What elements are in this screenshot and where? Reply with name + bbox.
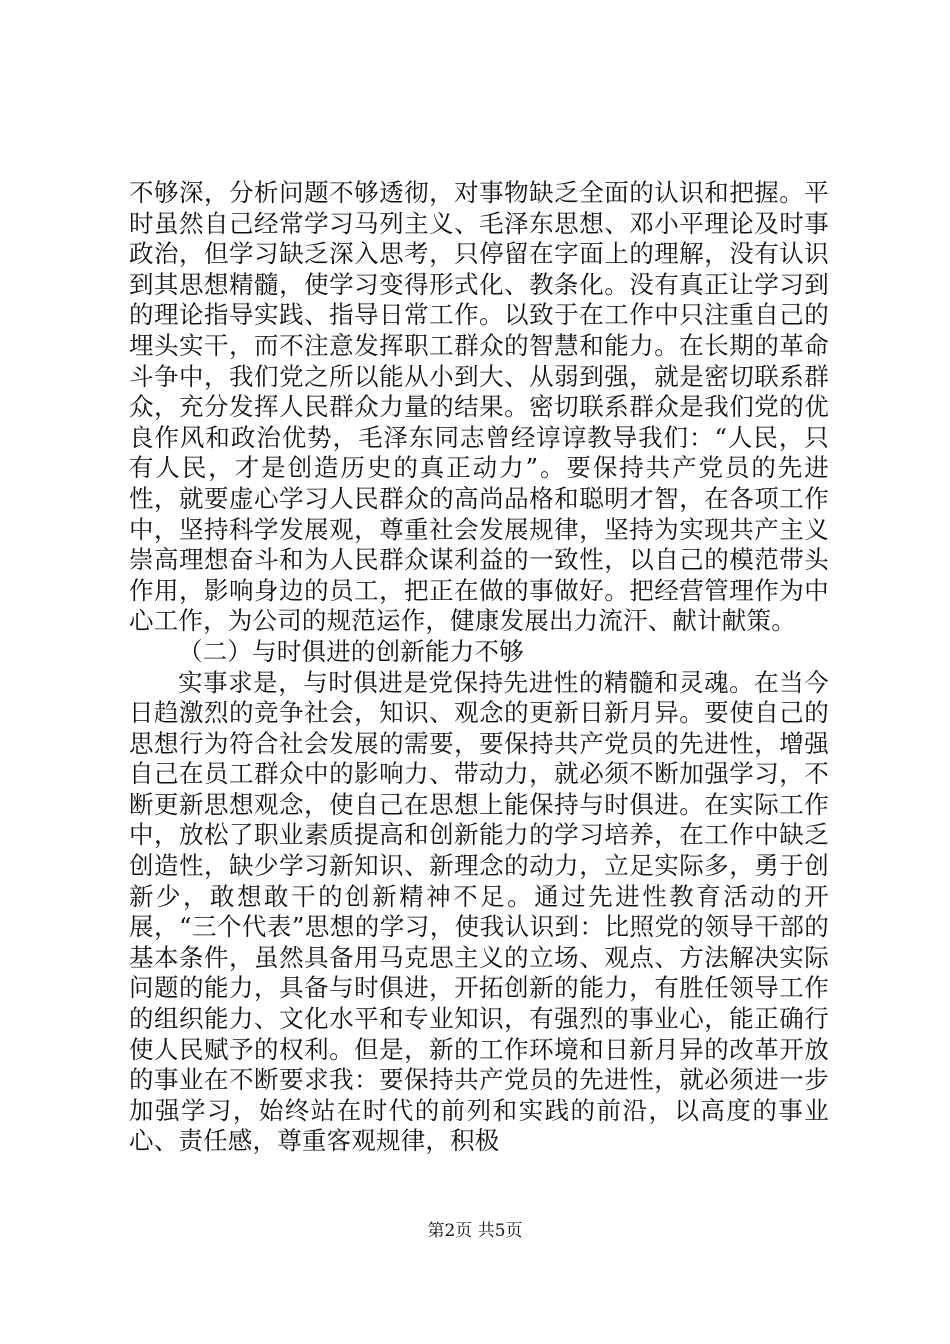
page-footer: 第2页 共5页 <box>427 1221 523 1241</box>
section-heading: （二）与时俱进的创新能力不够 <box>178 636 524 666</box>
document-body <box>129 178 829 1157</box>
body-paragraph-1: 不够深，分析问题不够透彻，对事物缺乏全面的认识和把握。平时虽然自己经常学习马列主义、毛泽东思想、邓小平理论及时事政治，但学习缺乏深入思考，只停留在字面上的理解，没有认识到其思想精髓，使学习变得形式化、教条化。没有真正让学习到的理论指导实践、指导日常工作。以致于在工作中只注重自己的埋头实干，而不注意发挥职工群众的智慧和能力。在长期的革命斗争中，我们党之所以能从小到大、从弱到强，就是密切联系群众，充分发挥人民群众力量的结果。密切联系群众是我们党的优良作风和政治优势，毛泽东同志曾经谆谆教导我们：“人民，只有人民，才是创造历史的真正动力”。要保持共产党员的先进性，就要虚心学习人民群众的高尚品格和聪明才智，在各项工作中，坚持科学发展观，尊重社会发展规律，坚持为实现共产主义崇高理想奋斗和为人民群众谋利益的一致性，以自己的模范带头作用，影响身边的员工，把正在做的事做好。把经营管理作为中心工作，为公司的规范运作，健康发展出力流汗、献计献策。 <box>129 178 829 636</box>
body-paragraph-2: 实事求是，与时俱进是党保持先进性的精髓和灵魂。在当今日趋激烈的竞争社会，知识、观念的更新日新月异。要使自己的思想行为符合社会发展的需要，要保持共产党员的先进性，增强自己在员工群众中的影响力、带动力，就必须不断加强学习，不断更新思想观念，使自己在思想上能保持与时俱进。在实际工作中，放松了职业素质提高和创新能力的学习培养，在工作中缺乏创造性，缺少学习新知识、新理念的动力，立足实际多，勇于创新少，敢想敢干的创新精神不足。通过先进性教育活动的开展，“三个代表”思想的学习，使我认识到：比照党的领导干部的基本条件，虽然具备用马克思主义的立场、观点、方法解决实际问题的能力，具备与时俱进，开拓创新的能力，有胜任领导工作的组织能力、文化水平和专业知识，有强烈的事业心，能正确行使人民赋予的权利。但是，新的工作环境和日新月异的改革开放的事业在不断要求我：要保持共产党员的先进性，就必须进一步加强学习，始终站在时代的前列和实践的前沿，以高度的事业心、责任感，尊重客观规律，积极 <box>129 667 829 1156</box>
